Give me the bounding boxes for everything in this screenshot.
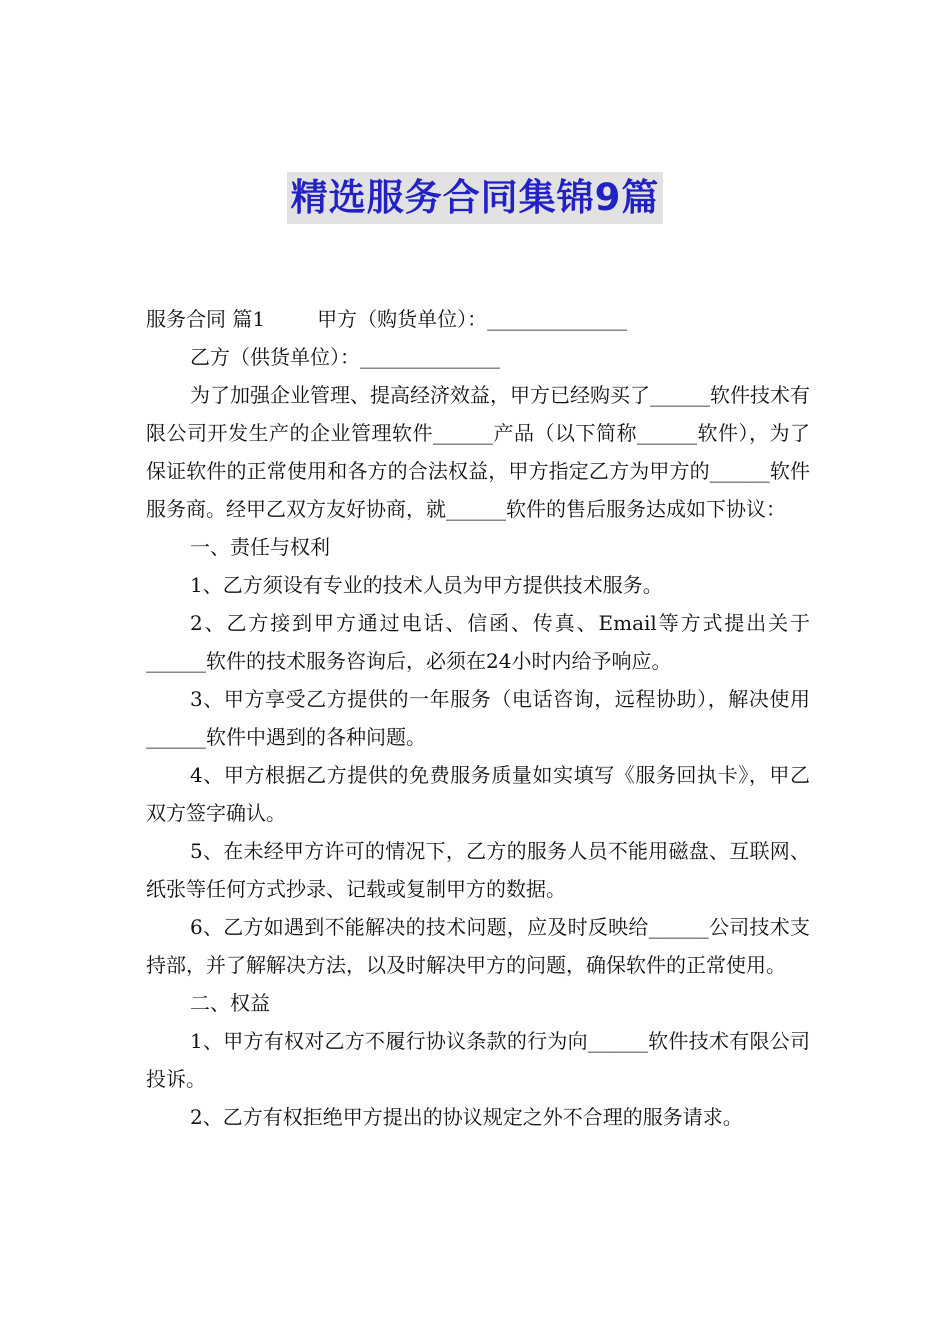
clause: 2、乙方有权拒绝甲方提出的协议规定之外不合理的服务请求。 xyxy=(190,1105,743,1129)
clause: 1、甲方有权对乙方不履行协议条款的行为向______软件技术有限公司投诉。 xyxy=(146,1029,810,1091)
section-heading: 一、责任与权利 xyxy=(190,535,330,559)
clause: 3、甲方享受乙方提供的一年服务（电话咨询，远程协助），解决使用______软件中遇到的各种问题。 xyxy=(146,687,810,749)
party-b-line: 乙方（供货单位）：______________ xyxy=(190,345,500,369)
clause: 6、乙方如遇到不能解决的技术问题，应及时反映给______公司技术支持部，并了解解决方法，以及时解决甲方的问题，确保软件的正常使用。 xyxy=(146,915,810,977)
contract-section-label: 服务合同 篇1 xyxy=(146,307,266,331)
clause: 4、甲方根据乙方提供的免费服务质量如实填写《服务回执卡》，甲乙双方签字确认。 xyxy=(146,763,810,825)
document-title: 精选服务合同集锦9篇 xyxy=(287,172,664,224)
preamble-paragraph: 为了加强企业管理、提高经济效益，甲方已经购买了______软件技术有限公司开发生产的企业管理软件______产品（以下简称______软件），为了保证软件的正常使用和各方的合法权益，甲方指定乙方为甲方的______软件服务商。经甲乙双方友好协商，就______软件的售后服务达成如下协议： xyxy=(146,383,810,521)
clause: 5、在未经甲方许可的情况下，乙方的服务人员不能用磁盘、互联网、纸张等任何方式抄录、记载或复制甲方的数据。 xyxy=(146,839,810,901)
section-heading: 二、权益 xyxy=(190,991,270,1015)
title-container xyxy=(0,172,950,224)
paragraph-heading xyxy=(146,300,810,338)
document-body xyxy=(146,300,810,1136)
party-a-line: 甲方（购货单位）：______________ xyxy=(317,307,628,331)
clause: 1、乙方须设有专业的技术人员为甲方提供技术服务。 xyxy=(190,573,663,597)
clause: 2、乙方接到甲方通过电话、信函、传真、Email等方式提出关于______软件的技术服务咨询后，必须在24小时内给予响应。 xyxy=(146,611,810,673)
